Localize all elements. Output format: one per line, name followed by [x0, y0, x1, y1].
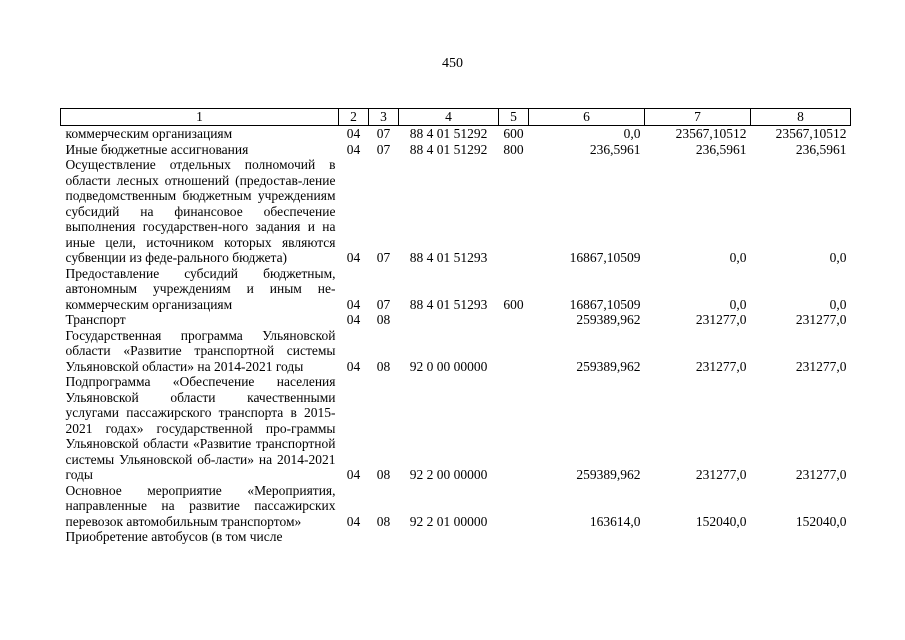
row-subsection-cell: 08	[376, 513, 391, 529]
header-row	[61, 109, 851, 126]
row-subsection-cell: 07	[376, 250, 391, 265]
row-value-col8-cell: 0,0	[829, 296, 847, 312]
row-value-col6-cell	[529, 529, 645, 545]
row-section-cell: 04	[346, 126, 361, 141]
table-row	[61, 142, 851, 158]
row-subsection-cell: 07	[376, 141, 391, 157]
row-name-cell: Основное мероприятие «Мероприятия, направленные на развитие пассажирских перевозок автомобильным транспортом»	[65, 482, 336, 529]
column-header-6: 6	[529, 109, 645, 126]
row-value-col6-cell: 16867,10509	[569, 250, 641, 265]
row-section-cell: 04	[346, 358, 361, 374]
row-target-article-cell: 88 4 01 51293	[409, 250, 488, 265]
row-value-col6-cell: 163614,0	[589, 513, 641, 529]
table-body	[61, 126, 851, 545]
row-value-col7-cell: 231277,0	[695, 358, 747, 374]
row-expense-type-cell	[499, 312, 529, 328]
row-name-cell: Транспорт	[65, 312, 126, 327]
table-row	[61, 529, 851, 545]
row-target-article-cell: 92 2 01 00000	[409, 513, 488, 529]
row-target-article-cell: 92 0 00 00000	[409, 358, 488, 374]
row-subsection-cell: 08	[376, 358, 391, 374]
row-section-cell: 04	[346, 513, 361, 529]
row-value-col8-cell: 231277,0	[795, 312, 847, 327]
row-value-col8-cell: 236,5961	[795, 141, 847, 157]
row-value-col6-cell: 236,5961	[589, 141, 641, 157]
row-expense-type-cell: 600	[503, 126, 524, 141]
row-value-col6-cell: 0,0	[623, 126, 641, 141]
column-header-3: 3	[369, 109, 399, 126]
table-row	[61, 157, 851, 266]
row-value-col8-cell: 0,0	[829, 250, 847, 265]
column-header-1: 1	[61, 109, 339, 126]
column-header-5: 5	[499, 109, 529, 126]
row-target-article-cell	[399, 529, 499, 545]
row-name-cell: коммерческим организациям	[65, 126, 233, 141]
row-expense-type-cell	[499, 374, 529, 483]
page-number: 450	[442, 56, 463, 71]
row-name-cell: Осуществление отдельных полномочий в области лесных отношений (предостав-ление подведомственным бюджетным учреждениям субсидий на финансовое обеспечение выполнения государствен-ного задания и на иные цели, источником которых являются субвенции из феде-рального бюджета)	[65, 157, 336, 265]
row-name-cell: Приобретение автобусов (в том числе	[65, 529, 283, 544]
row-value-col7-cell: 0,0	[729, 250, 747, 265]
row-target-article-cell: 92 2 00 00000	[409, 467, 488, 482]
table-row	[61, 312, 851, 328]
row-subsection-cell: 07	[376, 296, 391, 312]
row-value-col7-cell: 236,5961	[695, 141, 747, 157]
row-value-col7-cell: 152040,0	[695, 513, 747, 529]
row-value-col8-cell: 152040,0	[795, 513, 847, 529]
row-name-cell: Иные бюджетные ассигнования	[65, 141, 249, 157]
row-value-col7-cell: 231277,0	[695, 312, 747, 327]
table-row	[61, 483, 851, 530]
row-target-article-cell	[399, 312, 499, 328]
row-expense-type-cell	[499, 328, 529, 375]
column-header-2: 2	[339, 109, 369, 126]
table-row	[61, 374, 851, 483]
row-name-cell: Государственная программа Ульяновской области «Развитие транспортной системы Ульяновской области» на 2014-2021 годы	[65, 327, 336, 374]
column-header-8: 8	[751, 109, 851, 126]
row-expense-type-cell	[499, 529, 529, 545]
row-target-article-cell: 88 4 01 51293	[409, 296, 488, 312]
row-value-col7-cell: 231277,0	[695, 467, 747, 482]
row-value-col8-cell: 231277,0	[795, 467, 847, 482]
row-section-cell: 04	[346, 250, 361, 265]
table-row	[61, 328, 851, 375]
table-row	[61, 126, 851, 142]
budget-table	[60, 108, 851, 545]
row-section-cell: 04	[346, 467, 361, 482]
row-value-col8-cell: 231277,0	[795, 358, 847, 374]
row-value-col7-cell: 23567,10512	[675, 126, 747, 141]
row-value-col8-cell: 23567,10512	[775, 126, 847, 141]
row-value-col7-cell: 0,0	[729, 296, 747, 312]
row-expense-type-cell: 800	[503, 141, 524, 157]
row-subsection-cell: 08	[376, 312, 391, 327]
row-value-col6-cell: 259389,962	[576, 312, 641, 327]
row-section-cell: 04	[346, 312, 361, 327]
row-section-cell: 04	[346, 296, 361, 312]
row-expense-type-cell	[499, 483, 529, 530]
row-expense-type-cell	[499, 157, 529, 266]
row-value-col6-cell: 259389,962	[576, 358, 641, 374]
row-subsection-cell: 07	[376, 126, 391, 141]
row-subsection-cell	[369, 529, 399, 545]
row-name-cell: Подпрограмма «Обеспечение населения Ульяновской области качественными услугами пассажирского транспорта в 2015-2021 годах» государственной про-граммы Ульяновской области «Развитие транспортной системы Ульяновской об-ласти» на 2014-2021 годы	[65, 374, 336, 482]
row-expense-type-cell: 600	[503, 296, 524, 312]
row-name-cell: Предоставление субсидий бюджетным, автономным учреждениям и иным не-коммерческим организациям	[65, 265, 336, 312]
row-section-cell: 04	[346, 141, 361, 157]
row-value-col8-cell	[751, 529, 851, 545]
row-target-article-cell: 88 4 01 51292	[409, 141, 488, 157]
column-header-7: 7	[645, 109, 751, 126]
row-section-cell	[339, 529, 369, 545]
row-value-col7-cell	[645, 529, 751, 545]
row-target-article-cell: 88 4 01 51292	[409, 126, 488, 141]
row-subsection-cell: 08	[376, 467, 391, 482]
column-header-4: 4	[399, 109, 499, 126]
row-value-col6-cell: 16867,10509	[569, 296, 641, 312]
row-value-col6-cell: 259389,962	[576, 467, 641, 482]
table-row	[61, 266, 851, 313]
